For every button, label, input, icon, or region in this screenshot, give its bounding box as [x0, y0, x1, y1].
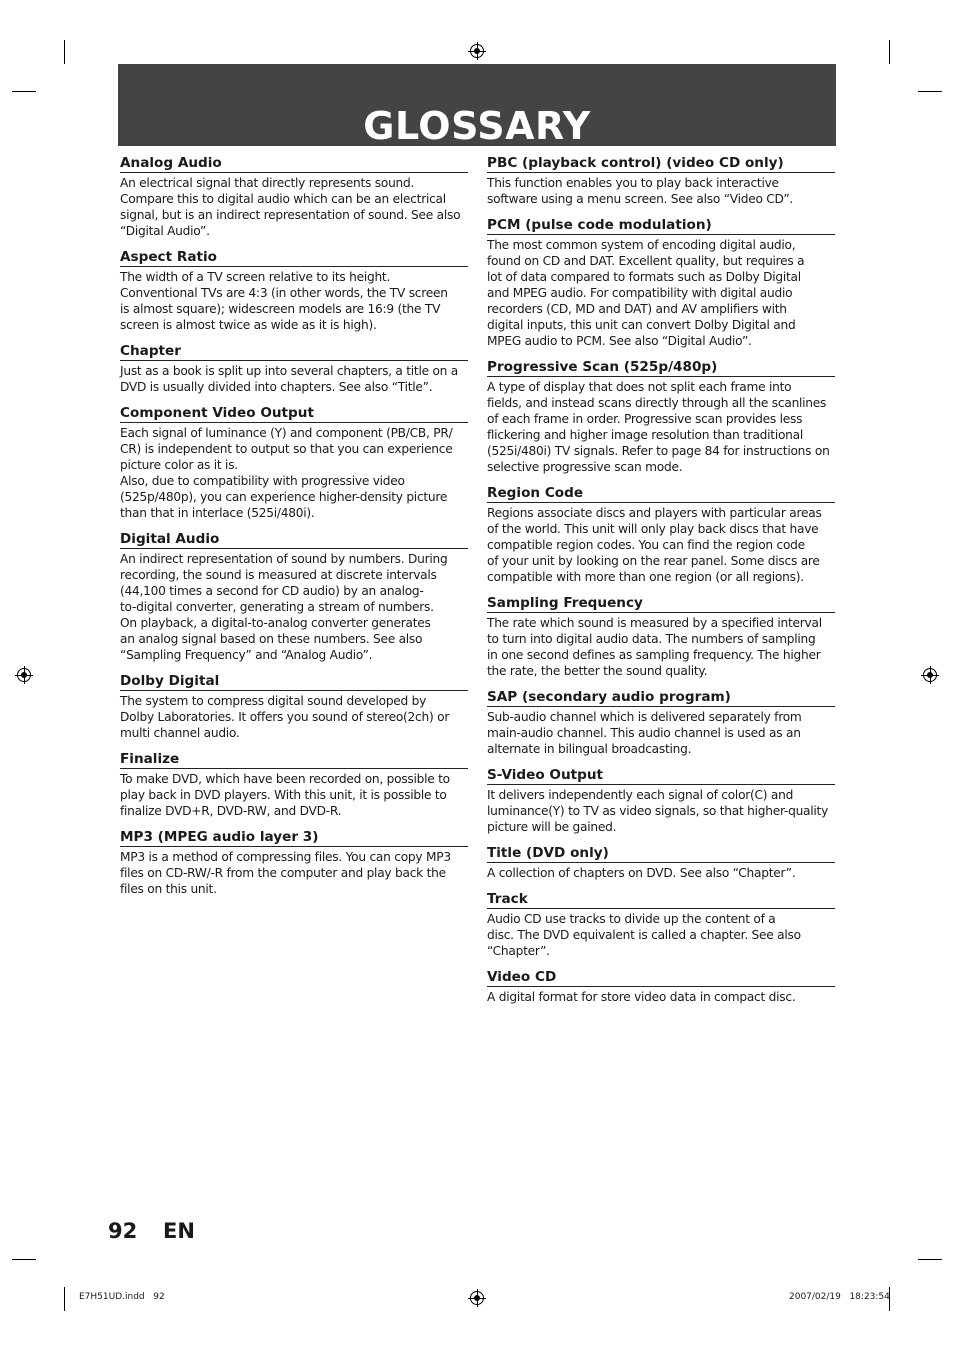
glossary-term: Analog Audio — [120, 155, 468, 173]
glossary-definition: An indirect representation of sound by numbers. During recording, the sound is measured at discrete intervals (44,100 times a second for CD audio) by an analog- to-digital converter, generating a stream of numbers. On playback, a digital-to-analog converter generates an analog signal based on these numbers. See also “Sampling Frequency” and “Analog Audio”. — [120, 552, 448, 662]
glossary-term: PBC (playback control) (video CD only) — [487, 155, 835, 173]
glossary-left-column — [120, 155, 468, 907]
glossary-definition: Audio CD use tracks to divide up the content of a disc. The DVD equivalent is called a chapter. See also “Chapter”. — [487, 912, 801, 958]
glossary-definition: A type of display that does not split each frame into fields, and instead scans directly through all the scanlines of each frame in order. Progressive scan provides less flickering and higher image resolution than traditional (525i/480i) TV signals. Refer to page 84 for instructions on selective progressive scan mode. — [487, 380, 830, 474]
glossary-term: Sampling Frequency — [487, 595, 835, 613]
glossary-term: Track — [487, 891, 835, 909]
glossary-entry — [487, 359, 835, 475]
glossary-entry — [487, 891, 835, 959]
crop-mark — [12, 1259, 36, 1260]
glossary-definition: The rate which sound is measured by a specified interval to turn into digital audio data. The numbers of sampling in one second defines as sampling frequency. The higher the rate, the better the sound quality. — [487, 616, 822, 678]
glossary-definition: MP3 is a method of compressing files. You can copy MP3 files on CD-RW/-R from the computer and play back the files on this unit. — [120, 850, 451, 896]
crop-mark — [918, 91, 942, 92]
glossary-definition: This function enables you to play back interactive software using a menu screen. See also “Video CD”. — [487, 176, 794, 206]
title-banner — [118, 64, 836, 146]
glossary-entry — [120, 155, 468, 239]
glossary-entry — [120, 405, 468, 521]
glossary-entry — [487, 217, 835, 349]
glossary-right-column — [487, 155, 835, 1015]
glossary-entry — [120, 751, 468, 819]
glossary-term: Progressive Scan (525p/480p) — [487, 359, 835, 377]
page-number: 92 — [108, 1219, 138, 1243]
crop-mark — [12, 91, 36, 92]
glossary-term: Region Code — [487, 485, 835, 503]
crop-mark — [64, 40, 65, 64]
glossary-definition: The system to compress digital sound developed by Dolby Laboratories. It offers you sound of stereo(2ch) or multi channel audio. — [120, 694, 450, 740]
glossary-entry — [487, 969, 835, 1005]
glossary-definition: Just as a book is split up into several chapters, a title on a DVD is usually divided into chapters. See also “Title”. — [120, 364, 458, 394]
glossary-definition: Regions associate discs and players with particular areas of the world. This unit will only play back discs that have compatible region codes. You can find the region code of your unit by looking on the rear panel. Some discs are compatible with more than one region (or all regions). — [487, 506, 822, 584]
crop-mark — [918, 1259, 942, 1260]
glossary-entry — [487, 155, 835, 207]
glossary-entry — [120, 829, 468, 897]
footer-file-info: E7H51UD.indd 92 — [79, 1292, 165, 1302]
glossary-entry — [487, 845, 835, 881]
registration-mark-icon — [470, 44, 484, 58]
glossary-entry — [120, 673, 468, 741]
glossary-term: Dolby Digital — [120, 673, 468, 691]
glossary-term: Chapter — [120, 343, 468, 361]
glossary-entry — [120, 531, 468, 663]
glossary-definition: It delivers independently each signal of color(C) and luminance(Y) to TV as video signals, so that higher-quality picture will be gained. — [487, 788, 829, 834]
glossary-definition: The most common system of encoding digital audio, found on CD and DAT. Excellent quality, but requires a lot of data compared to formats such as Dolby Digital and MPEG audio. For compatibility with digital audio recorders (CD, MD and DAT) and AV amplifiers with digital inputs, this unit can convert Dolby Digital and MPEG audio to PCM. See also “Digital Audio”. — [487, 238, 805, 348]
glossary-definition: The width of a TV screen relative to its height. Conventional TVs are 4:3 (in other words, the TV screen is almost square); widescreen models are 16:9 (the TV screen is almost twice as wide as it is high). — [120, 270, 448, 332]
page-language: EN — [163, 1219, 195, 1243]
registration-mark-icon — [470, 1291, 484, 1305]
glossary-definition: An electrical signal that directly represents sound. Compare this to digital audio which can be an electrical signal, but is an indirect representation of sound. See also “Digital Audio”. — [120, 176, 461, 238]
glossary-entry — [487, 689, 835, 757]
glossary-term: SAP (secondary audio program) — [487, 689, 835, 707]
glossary-term: Title (DVD only) — [487, 845, 835, 863]
glossary-term: Video CD — [487, 969, 835, 987]
glossary-definition: A collection of chapters on DVD. See also “Chapter”. — [487, 866, 796, 880]
glossary-entry — [487, 485, 835, 585]
glossary-term: PCM (pulse code modulation) — [487, 217, 835, 235]
page-title: GLOSSARY — [363, 104, 591, 148]
glossary-definition: Sub-audio channel which is delivered separately from main-audio channel. This audio channel is used as an alternate in bilingual broadcasting. — [487, 710, 802, 756]
glossary-term: MP3 (MPEG audio layer 3) — [120, 829, 468, 847]
crop-mark — [889, 40, 890, 64]
glossary-entry — [120, 343, 468, 395]
glossary-entry — [120, 249, 468, 333]
registration-mark-icon — [923, 668, 937, 682]
glossary-definition: To make DVD, which have been recorded on, possible to play back in DVD players. With this unit, it is possible to finalize DVD+R, DVD-RW, and DVD-R. — [120, 772, 450, 818]
footer-timestamp: 2007/02/19 18:23:54 — [789, 1292, 890, 1302]
glossary-entry — [487, 767, 835, 835]
glossary-term: Component Video Output — [120, 405, 468, 423]
glossary-definition: Each signal of luminance (Y) and component (PB/CB, PR/ CR) is independent to output so that you can experience picture color as it is. Also, due to compatibility with progressive video (525p/480p), you can experience higher-density picture than that in interlace (525i/480i). — [120, 426, 453, 520]
glossary-entry — [487, 595, 835, 679]
glossary-term: S-Video Output — [487, 767, 835, 785]
glossary-term: Digital Audio — [120, 531, 468, 549]
registration-mark-icon — [17, 668, 31, 682]
glossary-term: Aspect Ratio — [120, 249, 468, 267]
glossary-definition: A digital format for store video data in compact disc. — [487, 990, 796, 1004]
crop-mark — [64, 1287, 65, 1311]
glossary-term: Finalize — [120, 751, 468, 769]
